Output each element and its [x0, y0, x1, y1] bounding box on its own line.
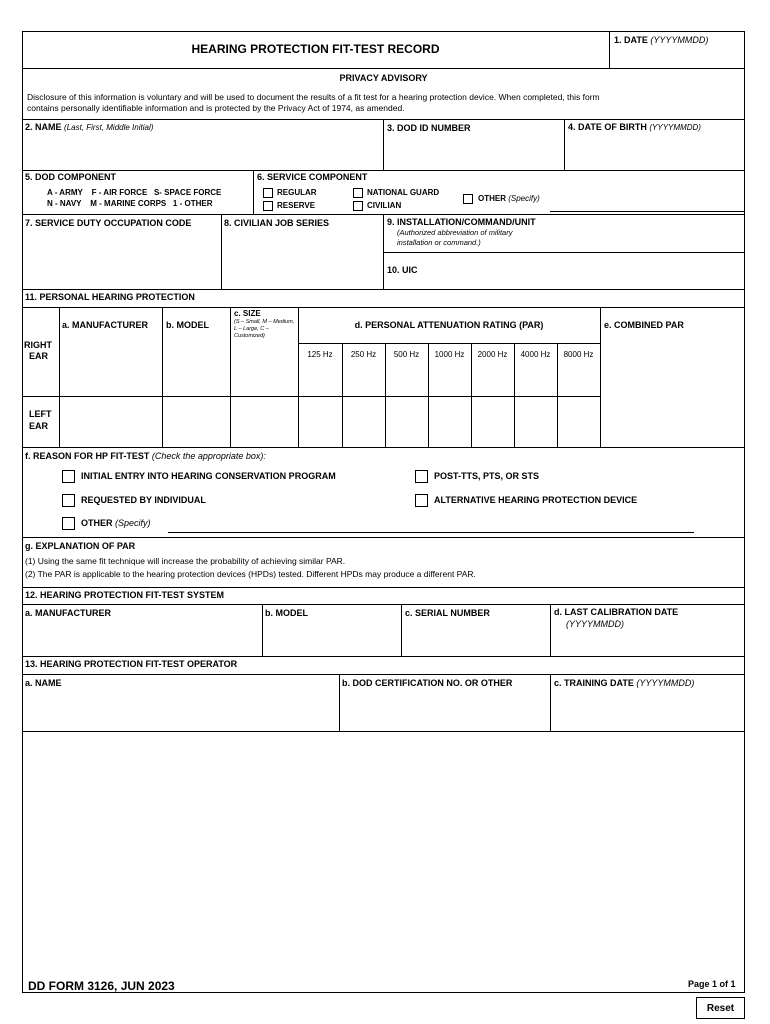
- alternative-hpd-label: ALTERNATIVE HEARING PROTECTION DEVICE: [434, 495, 638, 505]
- date-label: [614, 35, 708, 46]
- privacy-text-2: contains personally identifiable information and is protected by the Privacy Act of 1974, as amended.: [27, 103, 405, 113]
- freq-250: 250 Hz: [350, 350, 377, 359]
- date-label-text: 1. DATE: [614, 35, 648, 45]
- rule: [401, 604, 402, 656]
- col-size: c. SIZE: [234, 309, 261, 318]
- freq-500: 500 Hz: [393, 350, 420, 359]
- col-par: d. PERSONAL ATTENUATION RATING (PAR): [354, 320, 544, 330]
- php-label: 11. PERSONAL HEARING PROTECTION: [25, 292, 195, 302]
- reason-other-label: [81, 518, 151, 529]
- rule: [22, 68, 745, 69]
- service-other-label: [478, 194, 540, 204]
- alternative-hpd-checkbox[interactable]: [415, 494, 428, 507]
- requested-label: REQUESTED BY INDIVIDUAL: [81, 495, 206, 505]
- national-guard-checkbox[interactable]: [353, 188, 363, 198]
- component-options-1: A - ARMY F - AIR FORCE S- SPACE FORCE: [47, 188, 222, 197]
- duty-label: 7. SERVICE DUTY OCCUPATION CODE: [25, 218, 192, 228]
- rule: [22, 656, 745, 657]
- sys-serial-label: c. SERIAL NUMBER: [405, 608, 490, 618]
- dob-hint: (YYYYMMDD): [649, 123, 701, 132]
- rule: [162, 307, 163, 447]
- col-combined: e. COMBINED PAR: [604, 320, 684, 330]
- service-other-checkbox[interactable]: [463, 194, 473, 204]
- rule: [253, 170, 254, 214]
- system-label: 12. HEARING PROTECTION FIT-TEST SYSTEM: [25, 590, 225, 600]
- rule: [600, 307, 601, 447]
- reason-label: [25, 451, 266, 462]
- privacy-title: PRIVACY ADVISORY: [339, 73, 428, 83]
- freq-2000: 2000 Hz: [477, 350, 508, 359]
- privacy-text-1: Disclosure of this information is voluntary and will be used to document the results of a fit test for a hearing protection device. When completed, this form: [27, 92, 600, 102]
- initial-entry-checkbox[interactable]: [62, 470, 75, 483]
- install-label: 9. INSTALLATION/COMMAND/UNIT: [387, 217, 536, 227]
- rule: [564, 119, 565, 170]
- name-label: [25, 122, 153, 133]
- freq-125: 125 Hz: [307, 350, 333, 359]
- dodid-label: 3. DOD ID NUMBER: [387, 123, 471, 133]
- op-cert-label: b. DOD CERTIFICATION NO. OR OTHER: [342, 678, 513, 688]
- post-tts-label: POST-TTS, PTS, OR STS: [434, 471, 540, 481]
- service-other-specify-line[interactable]: [550, 211, 745, 212]
- rule: [22, 307, 745, 308]
- rule: [59, 307, 60, 447]
- dob-label-text: 4. DATE OF BIRTH: [568, 122, 647, 132]
- reserve-checkbox[interactable]: [263, 201, 273, 211]
- left-ear-label-1: LEFT: [29, 409, 52, 419]
- rule: [550, 604, 551, 656]
- reason-label-text: f. REASON FOR HP FIT-TEST: [25, 451, 150, 461]
- civilian-label: CIVILIAN: [367, 201, 402, 210]
- rule: [550, 674, 551, 731]
- sys-model-label: b. MODEL: [265, 608, 308, 618]
- freq-8000: 8000 Hz: [563, 350, 594, 359]
- civilian-checkbox[interactable]: [353, 201, 363, 211]
- sys-manufacturer-label: a. MANUFACTURER: [25, 608, 112, 618]
- explanation-label: g. EXPLANATION OF PAR: [25, 541, 136, 551]
- rule: [22, 289, 745, 290]
- freq-1000: 1000 Hz: [434, 350, 465, 359]
- rule: [22, 537, 745, 538]
- component-options-2: N - NAVY M - MARINE CORPS 1 - OTHER: [47, 199, 213, 208]
- job-label: 8. CIVILIAN JOB SERIES: [224, 218, 330, 228]
- freq-4000: 4000 Hz: [520, 350, 551, 359]
- reason-other-hint: (Specify): [115, 518, 151, 528]
- col-size-hint: (S – Small, M – Medium, L – Large, C – Customized): [234, 319, 295, 339]
- left-ear-label-2: EAR: [29, 421, 49, 431]
- rule: [230, 307, 231, 447]
- rule: [22, 604, 745, 605]
- reason-hint: (Check the appropriate box):: [151, 451, 266, 461]
- rule: [22, 674, 745, 675]
- service-other-text: OTHER: [478, 194, 506, 203]
- rule: [262, 604, 263, 656]
- op-training-text: c. TRAINING DATE: [554, 678, 634, 688]
- footer-page: Page 1 of 1: [688, 979, 736, 989]
- op-training-hint: (YYYYMMDD): [636, 678, 695, 688]
- service-other-hint: (Specify): [508, 194, 540, 203]
- rule: [22, 447, 745, 448]
- op-name-label: a. NAME: [25, 678, 62, 688]
- rule: [383, 214, 384, 289]
- install-hint-2: installation or command.): [397, 238, 481, 247]
- rule: [383, 252, 745, 253]
- reset-button[interactable]: Reset: [696, 997, 745, 1019]
- national-guard-label: NATIONAL GUARD: [367, 188, 440, 197]
- service-label: 6. SERVICE COMPONENT: [257, 172, 368, 182]
- install-hint-1: (Authorized abbreviation of military: [397, 228, 513, 237]
- reason-other-specify-line[interactable]: [168, 532, 694, 533]
- reason-other-checkbox[interactable]: [62, 517, 75, 530]
- requested-checkbox[interactable]: [62, 494, 75, 507]
- col-model: b. MODEL: [166, 320, 209, 330]
- name-label-text: 2. NAME: [25, 122, 62, 132]
- footer-form-id: DD FORM 3126, JUN 2023: [28, 979, 175, 993]
- reason-other-text: OTHER: [81, 518, 113, 528]
- post-tts-checkbox[interactable]: [415, 470, 428, 483]
- name-hint: (Last, First, Middle Initial): [64, 123, 154, 132]
- rule: [383, 119, 384, 170]
- form-frame: [22, 31, 745, 993]
- form-title: HEARING PROTECTION FIT-TEST RECORD: [191, 42, 440, 56]
- regular-checkbox[interactable]: [263, 188, 273, 198]
- dob-label: [568, 122, 701, 133]
- right-ear-label-1: RIGHT: [24, 340, 52, 350]
- rule: [339, 674, 340, 731]
- rule: [22, 731, 745, 732]
- date-hint: (YYYYMMDD): [650, 35, 709, 45]
- rule: [22, 587, 745, 588]
- rule: [298, 343, 600, 344]
- initial-entry-label: INITIAL ENTRY INTO HEARING CONSERVATION PROGRAM: [81, 471, 336, 481]
- sys-calibration-label: d. LAST CALIBRATION DATE: [554, 607, 679, 617]
- right-ear-label-2: EAR: [29, 351, 49, 361]
- regular-label: REGULAR: [277, 188, 317, 197]
- sys-calibration-hint: (YYYYMMDD): [566, 619, 624, 629]
- rule: [221, 214, 222, 289]
- uic-label: 10. UIC: [387, 265, 418, 275]
- rule: [609, 31, 610, 68]
- reserve-label: RESERVE: [277, 201, 316, 210]
- explanation-2: (2) The PAR is applicable to the hearing protection devices (HPDs) tested. Different HPDs may produce a different PAR.: [25, 569, 476, 579]
- col-manufacturer: a. MANUFACTURER: [62, 320, 149, 330]
- component-label: 5. DOD COMPONENT: [25, 172, 117, 182]
- rule: [22, 170, 745, 171]
- explanation-1: (1) Using the same fit technique will increase the probability of achieving similar PAR.: [25, 556, 346, 566]
- op-training-label: [554, 678, 694, 689]
- operator-label: 13. HEARING PROTECTION FIT-TEST OPERATOR: [25, 659, 238, 669]
